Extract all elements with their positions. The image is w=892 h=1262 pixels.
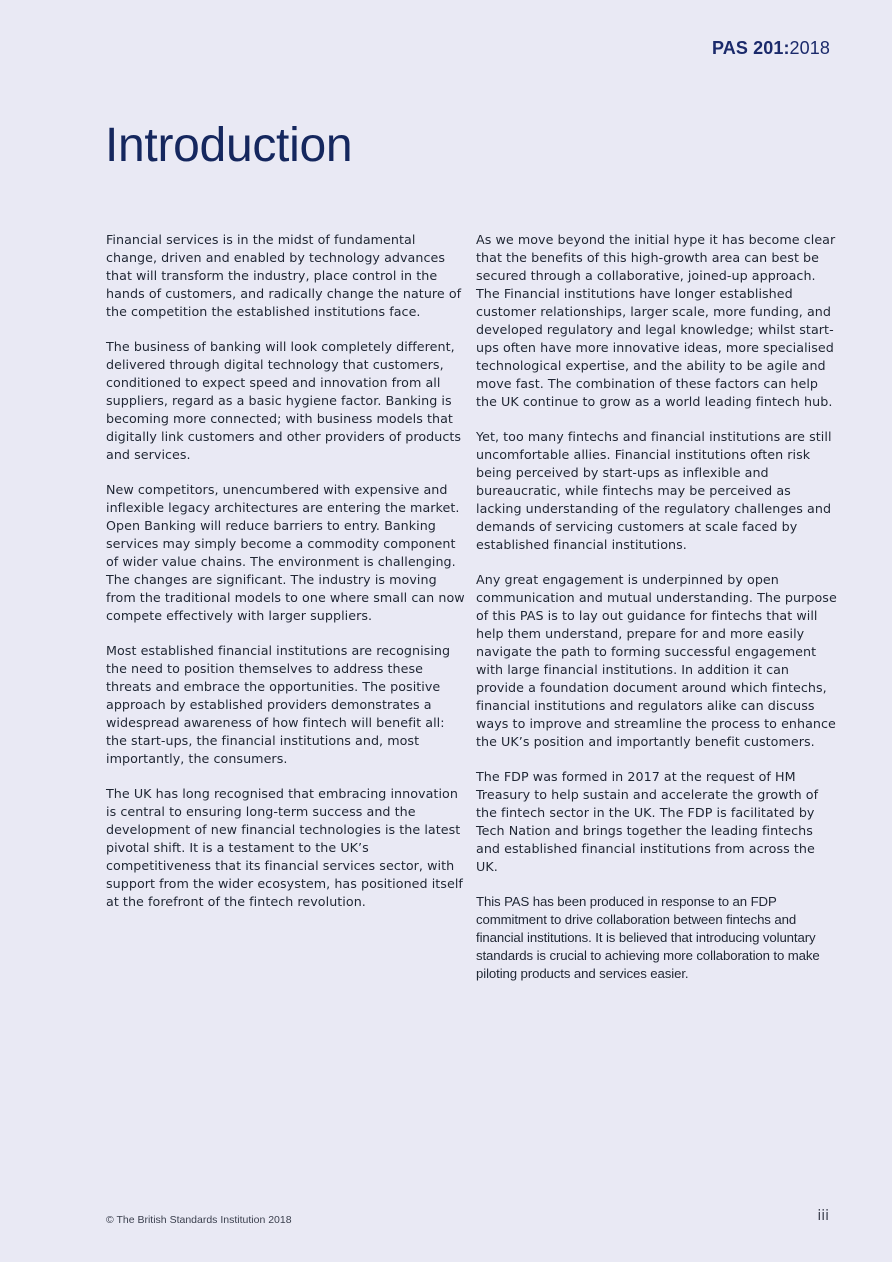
- paragraph: The FDP was formed in 2017 at the request of HM Treasury to help sustain and accelerate the growth of the fintech sector in the UK. The FDP is facilitated by Tech Nation and brings together the leading fintechs and established financial institutions from across the UK.: [476, 769, 819, 874]
- left-column: [106, 231, 468, 928]
- document-reference: [712, 38, 830, 59]
- page-number: iii: [817, 1208, 829, 1224]
- paragraph: As we move beyond the initial hype it has become clear that the benefits of this high-growth area can best be secured through a collaborative, joined-up approach. The Financial institutions have longer established customer relationships, larger scale, more funding, and developed regulatory and legal knowledge; whilst start-ups often have more innovative ideas, more specialised technological expertise, and the ability to be agile and move fast. The combination of these factors can help the UK continue to grow as a world leading fintech hub.: [476, 232, 836, 409]
- right-column: [476, 231, 838, 1000]
- paragraph: The business of banking will look completely different, delivered through digital technology that customers, conditioned to expect speed and innovation from all suppliers, regard as a basic hygiene factor. Banking is becoming more connected; with business models that digitally link customers and other providers of products and services.: [106, 339, 462, 462]
- paragraph: Most established financial institutions are recognising the need to position themselves to address these threats and embrace the opportunities. The positive approach by established providers demonstrates a widespread awareness of how fintech will benefit all: the start-ups, the financial institutions and, most importantly, the consumers.: [106, 643, 451, 766]
- document-year: 2018: [789, 38, 830, 58]
- paragraph: New competitors, unencumbered with expensive and inflexible legacy architectures are entering the market. Open Banking will reduce barriers to entry. Banking services may simply become a commodity component of wider value chains. The environment is challenging. The changes are significant. The industry is moving from the traditional models to one where small can now compete effectively with larger suppliers.: [106, 482, 465, 623]
- paragraph: This PAS has been produced in response to an FDP commitment to drive collaboration between fintechs and financial institutions. It is believed that introducing voluntary standards is crucial to achieving more collaboration to make piloting products and services easier.: [476, 894, 820, 981]
- paragraph: Yet, too many fintechs and financial institutions are still uncomfortable allies. Financial institutions often risk being perceived by start-ups as inflexible and bureaucratic, while fintechs may be perceived as lacking understanding of the regulatory challenges and demands of servicing customers at scale faced by established financial institutions.: [476, 429, 832, 552]
- paragraph: The UK has long recognised that embracing innovation is central to ensuring long-term success and the development of new financial technologies is the latest pivotal shift. It is a testament to the UK’s competitiveness that its financial services sector, with support from the wider ecosystem, has positioned itself at the forefront of the fintech revolution.: [106, 786, 463, 909]
- copyright-notice: © The British Standards Institution 2018: [106, 1214, 292, 1226]
- paragraph: Financial services is in the midst of fundamental change, driven and enabled by technology advances that will transform the industry, place control in the hands of customers, and radically change the nature of the competition the established institutions face.: [106, 232, 462, 319]
- document-code: PAS 201:: [712, 38, 790, 58]
- paragraph: Any great engagement is underpinned by open communication and mutual understanding. The purpose of this PAS is to lay out guidance for fintechs that will help them understand, prepare for and more easily navigate the path to forming successful engagement with large financial institutions. In addition it can provide a foundation document around which fintechs, financial institutions and regulators alike can discuss ways to improve and streamline the process to enhance the UK’s position and importantly benefit customers.: [476, 572, 837, 749]
- page-title: Introduction: [105, 119, 353, 172]
